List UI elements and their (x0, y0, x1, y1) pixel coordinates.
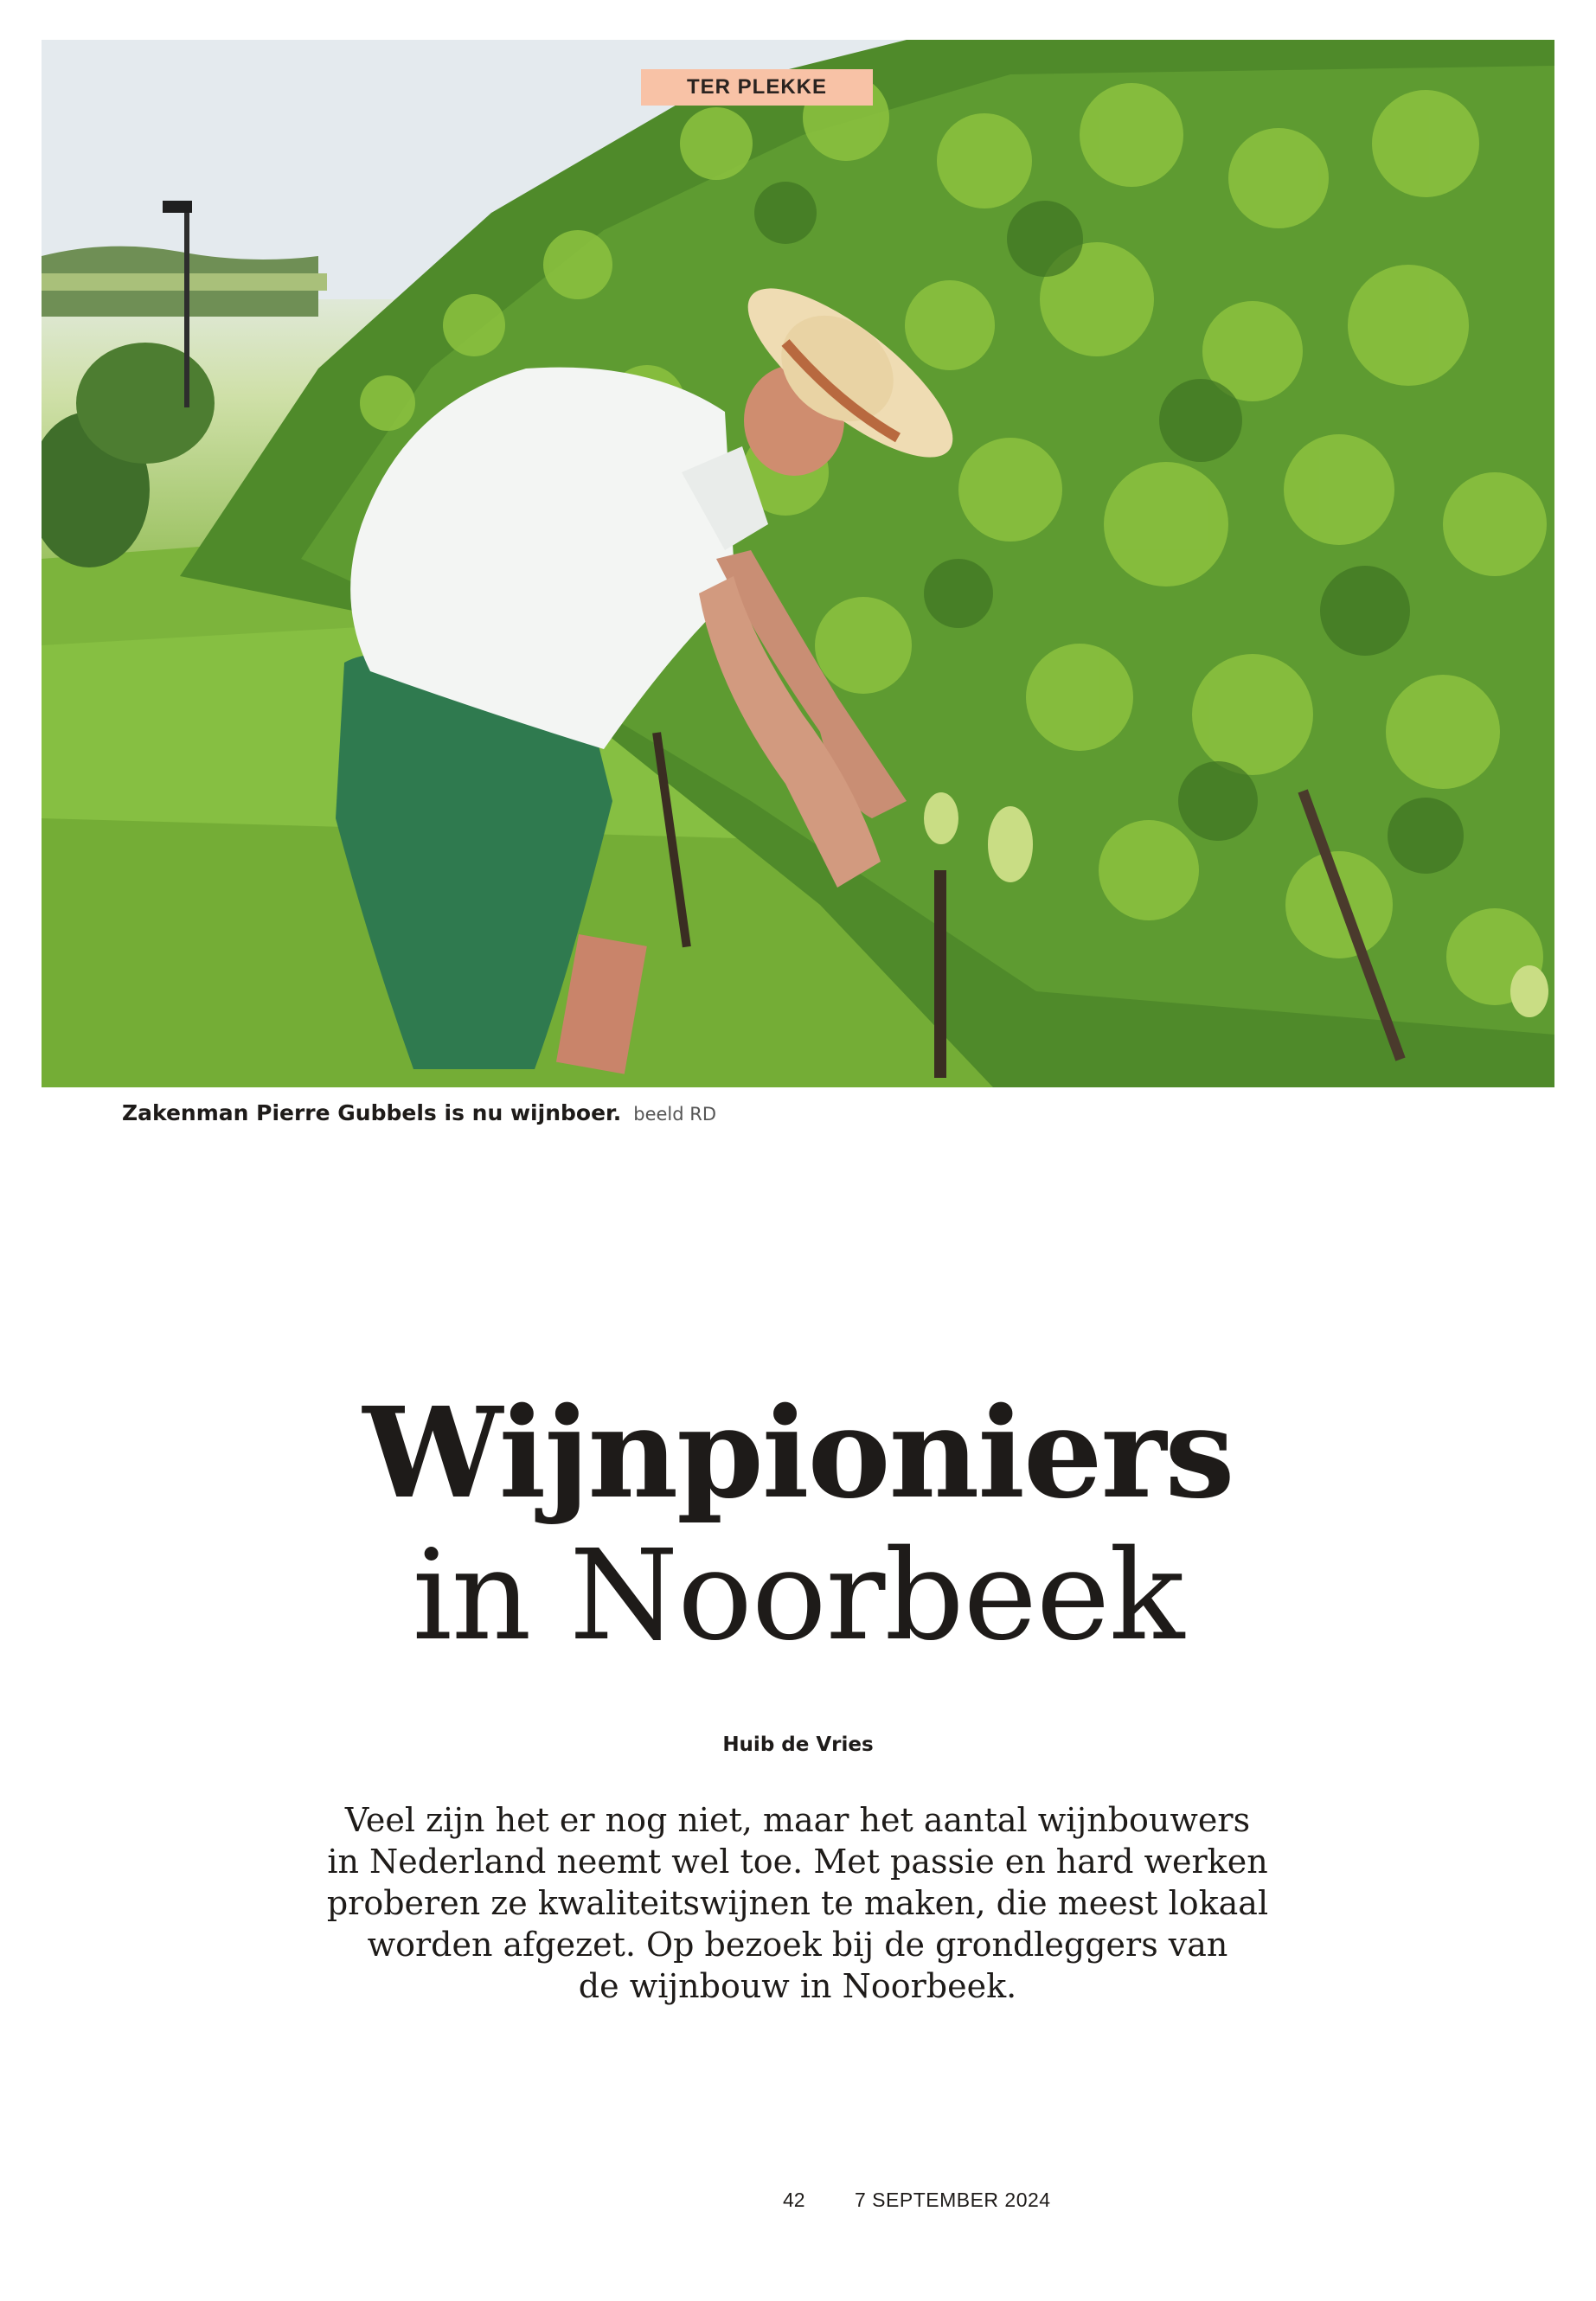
headline-line-2: in Noorbeek (412, 1522, 1184, 1668)
intro-line: Veel zijn het er nog niet, maar het aantal wijnbouwers (344, 1801, 1251, 1839)
intro-line: worden afgezet. Op bezoek bij de grondleggers van (367, 1926, 1228, 1964)
photo-caption (122, 1099, 1420, 1129)
section-tag: TER PLEKKE (641, 69, 873, 106)
article-intro (322, 1799, 1273, 2007)
article-headline (0, 1380, 1596, 1668)
vineyard-illustration (42, 40, 1554, 1087)
intro-line: proberen ze kwaliteitswijnen te maken, die meest lokaal (326, 1884, 1269, 1922)
issue-date: 7 SEPTEMBER 2024 (855, 2189, 1051, 2211)
photo-credit: beeld RD (633, 1104, 717, 1125)
caption-text: Zakenman Pierre Gubbels is nu wijnboer. (122, 1100, 622, 1125)
intro-line: de wijnbouw in Noorbeek. (578, 1967, 1017, 2005)
headline-line-1: Wijnpioniers (362, 1380, 1234, 1526)
article-photo (42, 40, 1554, 1087)
intro-line: in Nederland neemt wel toe. Met passie en hard werken (327, 1843, 1268, 1881)
page-number: 42 (783, 2189, 805, 2211)
author-byline: Huib de Vries (722, 1734, 874, 1756)
